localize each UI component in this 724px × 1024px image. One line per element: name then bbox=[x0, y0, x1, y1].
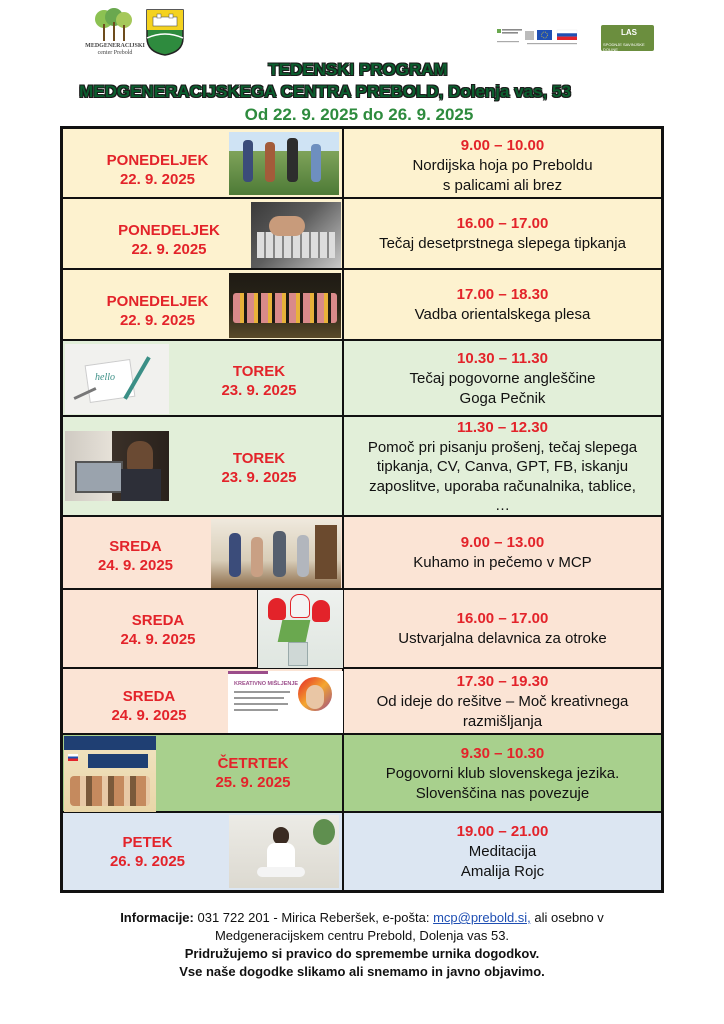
schedule-row bbox=[62, 668, 662, 734]
day-name: SREDA bbox=[131, 612, 185, 629]
event-cell bbox=[343, 269, 662, 340]
event-title: Pogovorni klub slovenskega jezika. bbox=[385, 765, 620, 782]
hello-notebook-photo: hello bbox=[65, 344, 169, 414]
event-time: 17.00 – 18.30 bbox=[456, 286, 549, 303]
eu-funding-logos bbox=[497, 27, 585, 49]
event-title: tipkanja, CV, Canva, GPT, FB, iskanju bbox=[376, 458, 629, 475]
event-time: 17.30 – 19.30 bbox=[456, 673, 549, 690]
event-time: 16.00 – 17.00 bbox=[456, 215, 549, 232]
event-title: s palicami ali brez bbox=[442, 177, 563, 194]
las-logo: LAS SPODNJE SAVINJSKE DOLINE bbox=[601, 25, 654, 51]
schedule-row bbox=[62, 128, 662, 198]
day-name: SREDA bbox=[109, 538, 162, 555]
day-cell bbox=[62, 589, 343, 668]
day-cell bbox=[62, 128, 343, 198]
mcp-tree-logo bbox=[92, 8, 136, 42]
event-time: 11.30 – 12.30 bbox=[457, 419, 548, 436]
day-date: 26. 9. 2025 bbox=[109, 853, 186, 870]
event-title: zaposlitve, uporaba računalnika, tablice, bbox=[369, 477, 636, 495]
center-title: MEDGENERACIJSKEGA CENTRA PREBOLD, Dolenja vas, 53 bbox=[79, 82, 571, 101]
schedule-row bbox=[62, 812, 662, 891]
day-cell bbox=[62, 269, 343, 340]
meditation-photo bbox=[229, 815, 339, 888]
event-time: 19.00 – 21.00 bbox=[456, 823, 549, 840]
dance-group-photo bbox=[229, 273, 341, 338]
language-club-flyer bbox=[64, 736, 156, 812]
day-name: SREDA bbox=[122, 688, 176, 705]
event-cell bbox=[343, 589, 662, 668]
schedule-row bbox=[62, 340, 662, 416]
event-time: 9.00 – 13.00 bbox=[460, 534, 545, 551]
info-contact: 031 722 201 - Mirica Reberšek, e-pošta: bbox=[193, 910, 434, 925]
day-cell bbox=[62, 340, 343, 416]
event-cell bbox=[343, 198, 662, 269]
mcp-logo-text: MEDGENERACIJSKI center Prebold bbox=[85, 43, 145, 56]
day-name: TOREK bbox=[232, 450, 286, 467]
day-cell bbox=[62, 516, 343, 589]
event-title: Slovenščina nas povezuje bbox=[415, 785, 590, 802]
info-contact-suffix: ali osebno v bbox=[530, 910, 604, 925]
schedule-row bbox=[62, 734, 662, 812]
schedule-row bbox=[62, 198, 662, 269]
footer-info bbox=[0, 909, 724, 981]
info-address: Medgeneracijskem centru Prebold, Dolenja vas 53. bbox=[214, 928, 510, 943]
day-cell bbox=[62, 734, 343, 812]
photo-notice: Vse naše dogodke slikamo ali snemamo in javno objavimo. bbox=[179, 964, 545, 979]
day-date: 22. 9. 2025 bbox=[131, 241, 207, 258]
event-time: 9.30 – 10.30 bbox=[460, 745, 545, 762]
laptop-user-photo bbox=[65, 431, 169, 501]
event-cell bbox=[343, 734, 662, 812]
day-date: 22. 9. 2025 bbox=[119, 312, 196, 329]
event-title: Od ideje do rešitve – Moč kreativnega bbox=[376, 693, 629, 710]
day-name: PONEDELJEK bbox=[106, 152, 209, 169]
day-cell bbox=[62, 198, 343, 269]
day-name: PONEDELJEK bbox=[118, 222, 220, 239]
paper-tulips-photo bbox=[257, 590, 344, 669]
event-cell bbox=[343, 128, 662, 198]
event-title: Pomoč pri pisanju prošenj, tečaj slepega bbox=[367, 438, 638, 456]
day-date: 25. 9. 2025 bbox=[215, 774, 291, 791]
event-title: Kuhamo in pečemo v MCP bbox=[413, 554, 592, 571]
event-title: Meditacija bbox=[468, 843, 537, 860]
event-title: Tečaj desetprstnega slepega tipkanja bbox=[379, 235, 626, 252]
prebold-crest-logo bbox=[145, 8, 185, 56]
event-title: Ustvarjalna delavnica za otroke bbox=[398, 630, 607, 647]
program-title: TEDENSKI PROGRAM bbox=[268, 60, 448, 79]
day-date: 22. 9. 2025 bbox=[119, 171, 196, 188]
schedule-change-notice: Pridružujemo si pravico do spremembe urnika dogodkov. bbox=[184, 946, 540, 961]
event-cell bbox=[343, 416, 662, 516]
event-cell bbox=[343, 812, 662, 891]
event-title: Amalija Rojc bbox=[460, 863, 545, 880]
schedule-table bbox=[60, 126, 664, 893]
event-time: 10.30 – 11.30 bbox=[457, 350, 548, 367]
day-name: PETEK bbox=[122, 834, 173, 851]
schedule-row bbox=[62, 269, 662, 340]
event-title: Goga Pečnik bbox=[459, 390, 546, 407]
schedule-row bbox=[62, 516, 662, 589]
day-cell bbox=[62, 812, 343, 891]
event-title: Nordijska hoja po Preboldu bbox=[412, 157, 593, 174]
creative-thinking-flyer: KREATIVNO MIŠLJENJE bbox=[228, 671, 343, 733]
event-title: Vadba orientalskega plesa bbox=[414, 306, 591, 323]
event-cell bbox=[343, 516, 662, 589]
email-link[interactable]: mcp@prebold.si, bbox=[433, 910, 531, 925]
day-name: ČETRTEK bbox=[217, 755, 289, 772]
schedule-row bbox=[62, 589, 662, 668]
event-title: Tečaj pogovorne angleščine bbox=[409, 370, 596, 387]
day-cell bbox=[62, 668, 343, 734]
event-cell bbox=[343, 340, 662, 416]
event-cell bbox=[343, 668, 662, 734]
day-date: 23. 9. 2025 bbox=[221, 382, 297, 399]
typing-hands-photo bbox=[251, 202, 341, 268]
day-date: 24. 9. 2025 bbox=[97, 557, 174, 574]
event-time: 9.00 – 10.00 bbox=[460, 137, 545, 154]
info-label: Informacije: bbox=[120, 910, 194, 925]
schedule-row bbox=[62, 416, 662, 516]
event-title: razmišljanja bbox=[462, 713, 543, 730]
event-title: … bbox=[495, 497, 510, 514]
day-name: PONEDELJEK bbox=[106, 293, 209, 310]
nordic-walking-photo bbox=[229, 132, 339, 195]
day-date: 24. 9. 2025 bbox=[111, 707, 187, 724]
day-cell bbox=[62, 416, 343, 516]
date-range: Od 22. 9. 2025 do 26. 9. 2025 bbox=[244, 105, 474, 124]
event-time: 16.00 – 17.00 bbox=[456, 610, 549, 627]
kitchen-photo bbox=[211, 519, 341, 588]
day-date: 23. 9. 2025 bbox=[221, 469, 297, 486]
day-date: 24. 9. 2025 bbox=[120, 631, 196, 648]
day-name: TOREK bbox=[232, 363, 286, 380]
